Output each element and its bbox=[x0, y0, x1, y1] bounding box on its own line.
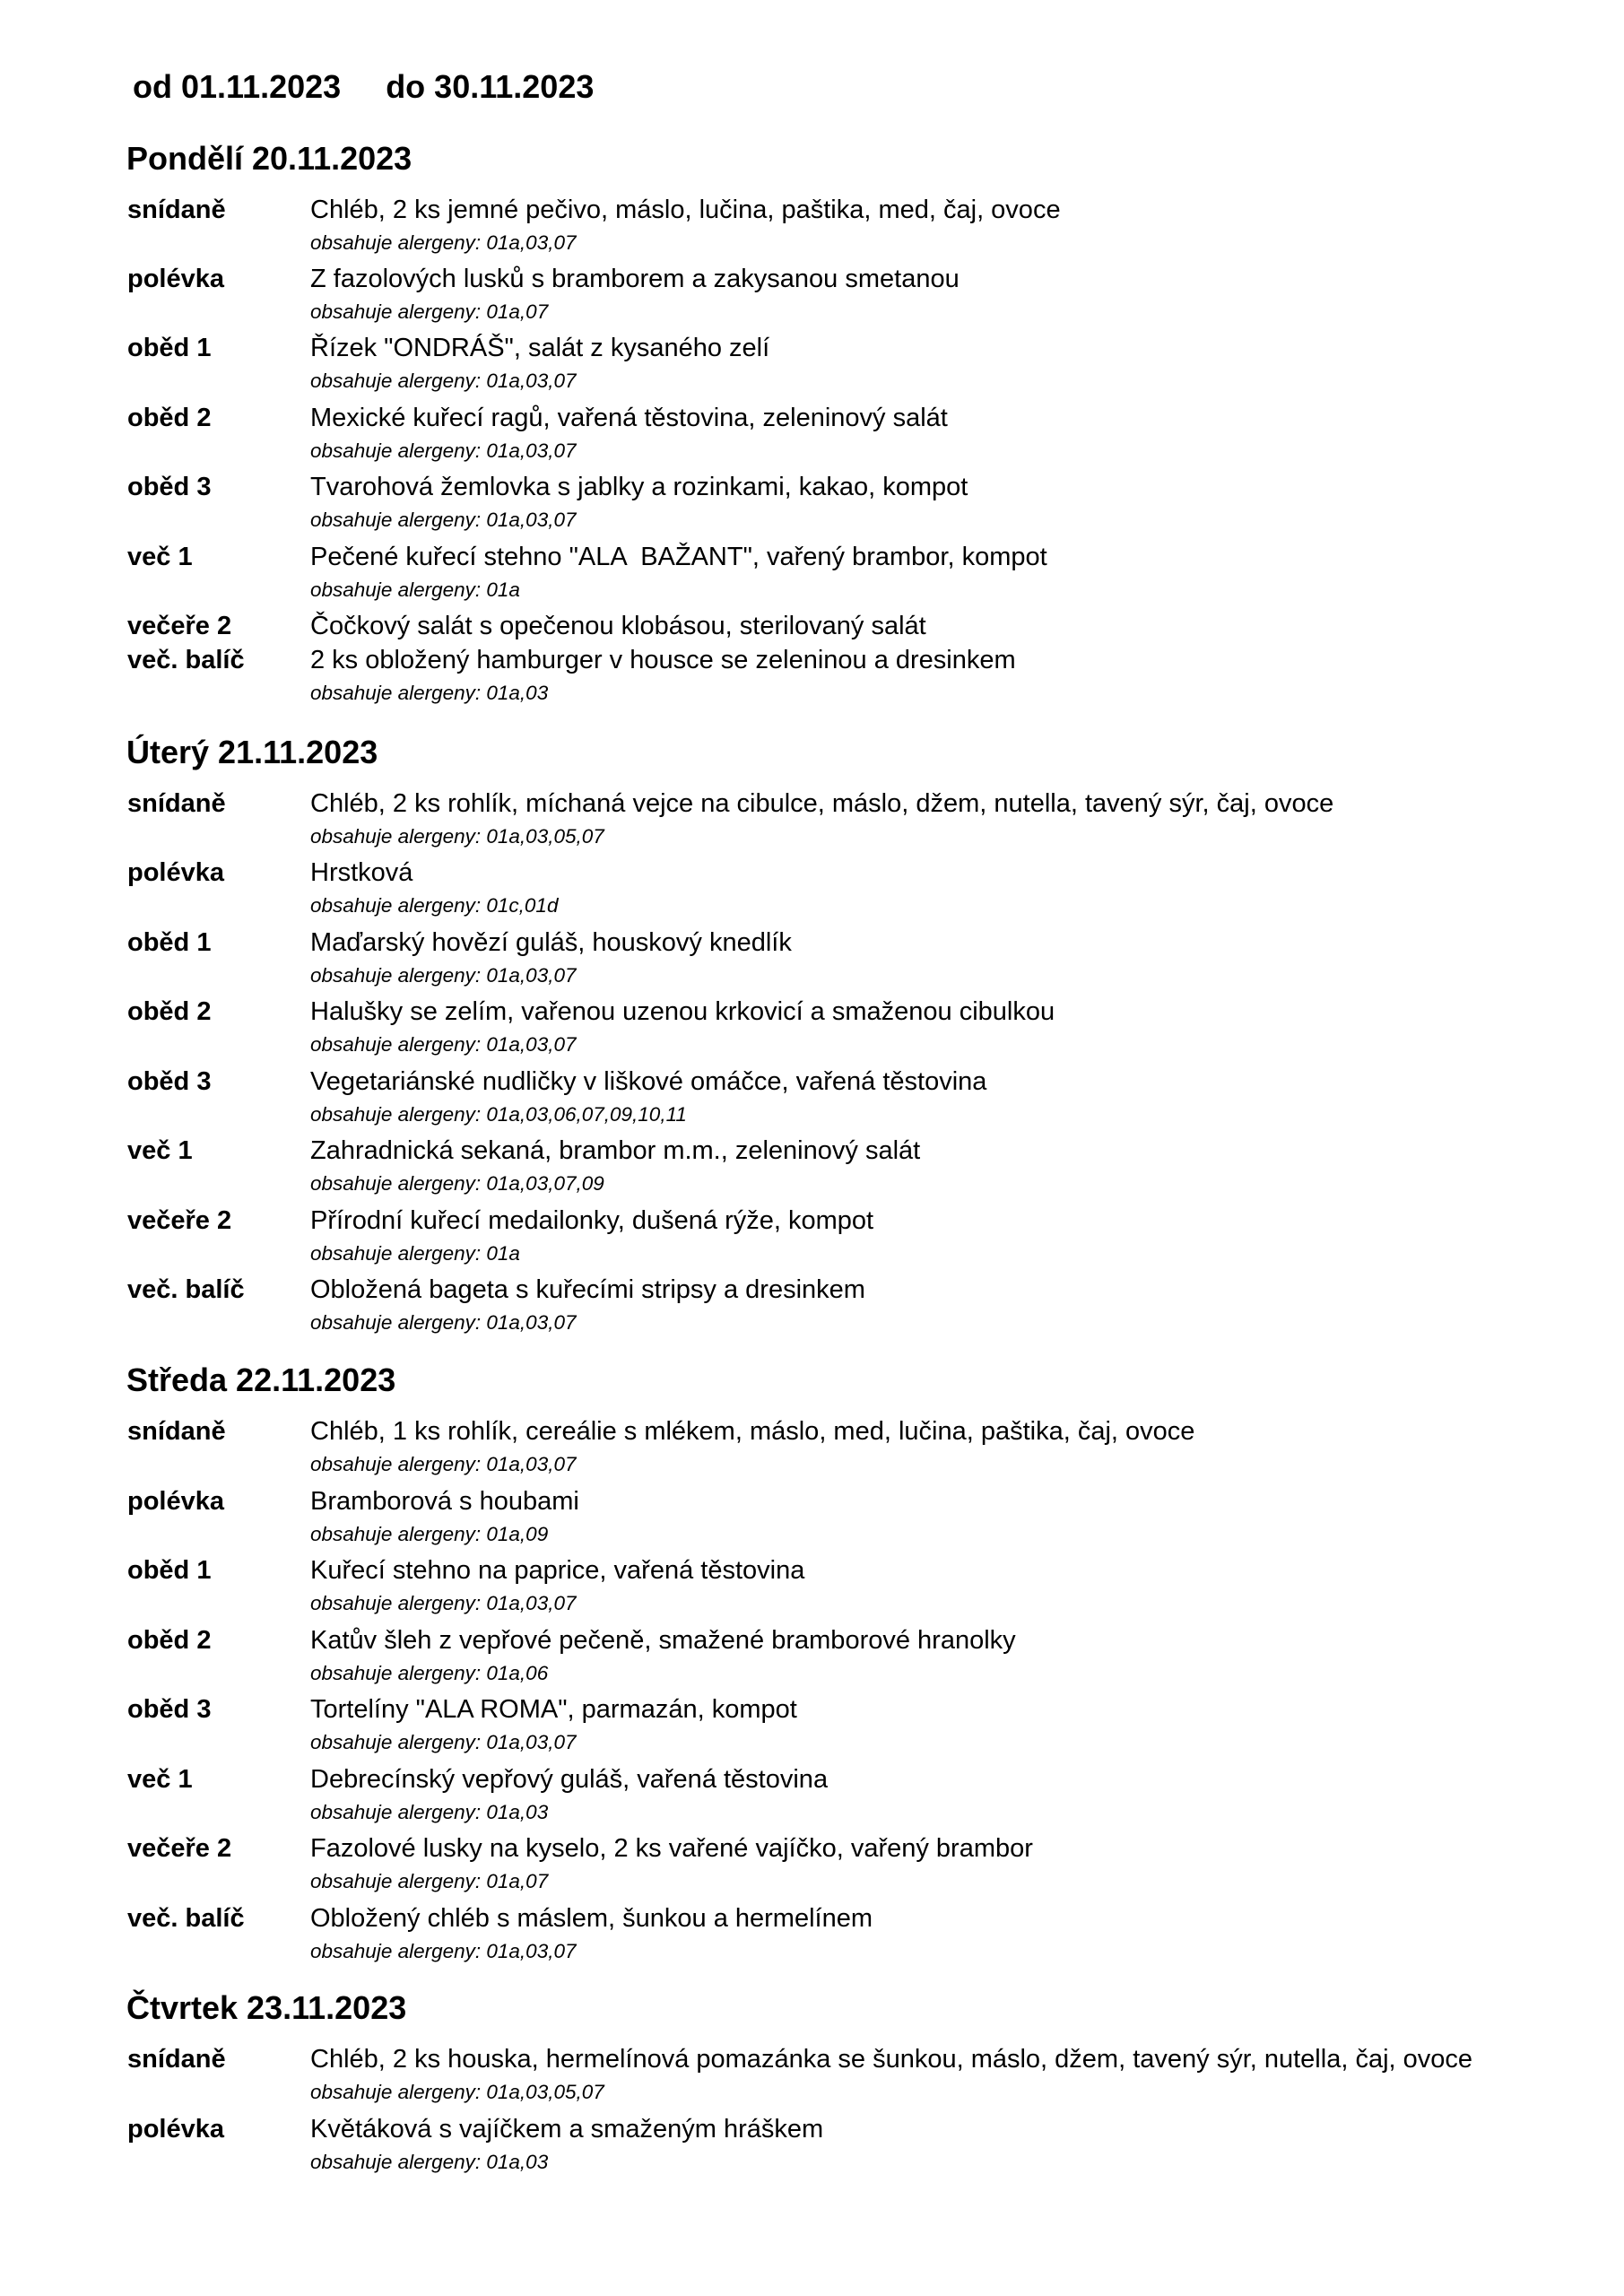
meal-dish: Halušky se zelím, vařenou uzenou krkovicí a smaženou cibulkou bbox=[310, 997, 1055, 1026]
meal-allergens: obsahuje alergeny: 01a,03,07 bbox=[310, 1453, 577, 1475]
meal-allergens: obsahuje alergeny: 01a bbox=[310, 1242, 520, 1265]
meal-allergens: obsahuje alergeny: 01a,03,07 bbox=[310, 1311, 577, 1334]
meal-allergens: obsahuje alergeny: 01a,06 bbox=[310, 1662, 549, 1684]
meal-label: več 1 bbox=[127, 543, 193, 571]
meal-dish: Přírodní kuřecí medailonky, dušená rýže, kompot bbox=[310, 1206, 874, 1235]
meal-dish: Chléb, 2 ks jemné pečivo, máslo, lučina, paštika, med, čaj, ovoce bbox=[310, 196, 1061, 224]
meal-dish: Fazolové lusky na kyselo, 2 ks vařené vajíčko, vařený brambor bbox=[310, 1834, 1033, 1863]
meal-dish: Chléb, 2 ks rohlík, míchaná vejce na cibulce, máslo, džem, nutella, tavený sýr, čaj, ovoce bbox=[310, 789, 1334, 818]
meal-dish: Tortelíny "ALA ROMA", parmazán, kompot bbox=[310, 1695, 797, 1724]
meal-label: oběd 3 bbox=[127, 1067, 212, 1096]
meal-label: več. balíč bbox=[127, 1904, 245, 1933]
meal-label: oběd 1 bbox=[127, 928, 212, 957]
meal-dish: Tvarohová žemlovka s jablky a rozinkami, kakao, kompot bbox=[310, 473, 968, 501]
meal-label: snídaně bbox=[127, 2045, 226, 2074]
meal-dish: Z fazolových lusků s bramborem a zakysanou smetanou bbox=[310, 265, 960, 293]
meal-allergens: obsahuje alergeny: 01a,03 bbox=[310, 682, 549, 704]
meal-allergens: obsahuje alergeny: 01a,03 bbox=[310, 2151, 549, 2173]
meal-allergens: obsahuje alergeny: 01a,03,07 bbox=[310, 509, 577, 531]
meal-label: polévka bbox=[127, 2115, 224, 2144]
meal-label: oběd 1 bbox=[127, 1556, 212, 1585]
meal-label: več 1 bbox=[127, 1136, 193, 1165]
meal-allergens: obsahuje alergeny: 01a,03,07 bbox=[310, 1731, 577, 1753]
meal-dish: Obložená bageta s kuřecími stripsy a dresinkem bbox=[310, 1275, 865, 1304]
meal-label: več 1 bbox=[127, 1765, 193, 1794]
meal-dish: Čočkový salát s opečenou klobásou, sterilovaný salát bbox=[310, 612, 926, 640]
meal-allergens: obsahuje alergeny: 01a,03 bbox=[310, 1801, 549, 1823]
meal-allergens: obsahuje alergeny: 01a bbox=[310, 578, 520, 601]
meal-dish: Pečené kuřecí stehno "ALA BAŽANT", vařený brambor, kompot bbox=[310, 543, 1047, 571]
meal-label: snídaně bbox=[127, 196, 226, 224]
meal-allergens: obsahuje alergeny: 01a,03,07 bbox=[310, 231, 577, 254]
meal-allergens: obsahuje alergeny: 01a,09 bbox=[310, 1523, 549, 1545]
meal-label: oběd 2 bbox=[127, 1626, 212, 1655]
meal-label: snídaně bbox=[127, 1417, 226, 1446]
meal-allergens: obsahuje alergeny: 01a,03,07 bbox=[310, 370, 577, 392]
day-title: Úterý 21.11.2023 bbox=[126, 734, 378, 770]
meal-dish: Obložený chléb s máslem, šunkou a hermelínem bbox=[310, 1904, 873, 1933]
meal-allergens: obsahuje alergeny: 01a,03,06,07,09,10,11 bbox=[310, 1103, 687, 1126]
meal-dish: Maďarský hovězí guláš, houskový knedlík bbox=[310, 928, 792, 957]
meal-dish: Bramborová s houbami bbox=[310, 1487, 579, 1516]
meal-dish: Zahradnická sekaná, brambor m.m., zeleninový salát bbox=[310, 1136, 921, 1165]
meal-label: polévka bbox=[127, 265, 224, 293]
meal-dish: Debrecínský vepřový guláš, vařená těstovina bbox=[310, 1765, 829, 1794]
meal-label: oběd 2 bbox=[127, 997, 212, 1026]
meal-allergens: obsahuje alergeny: 01a,03,07,09 bbox=[310, 1172, 604, 1195]
meal-dish: Katův šleh z vepřové pečeně, smažené bramborové hranolky bbox=[310, 1626, 1016, 1655]
meal-label: oběd 1 bbox=[127, 334, 212, 362]
meal-label: večeře 2 bbox=[127, 612, 232, 640]
meal-dish: Květáková s vajíčkem a smaženým hráškem bbox=[310, 2115, 824, 2144]
period-from: od 01.11.2023 bbox=[133, 68, 342, 105]
meal-label: snídaně bbox=[127, 789, 226, 818]
meal-label: oběd 2 bbox=[127, 404, 212, 432]
meal-allergens: obsahuje alergeny: 01a,03,07 bbox=[310, 1940, 577, 1962]
meal-dish: Hrstková bbox=[310, 858, 413, 887]
meal-allergens: obsahuje alergeny: 01a,03,07 bbox=[310, 439, 577, 462]
meal-dish: Chléb, 1 ks rohlík, cereálie s mlékem, máslo, med, lučina, paštika, čaj, ovoce bbox=[310, 1417, 1195, 1446]
day-title: Středa 22.11.2023 bbox=[126, 1361, 396, 1398]
period-to: do 30.11.2023 bbox=[386, 68, 595, 105]
meal-label: večeře 2 bbox=[127, 1206, 232, 1235]
meal-label: oběd 3 bbox=[127, 473, 212, 501]
meal-label: več. balíč bbox=[127, 1275, 245, 1304]
meal-allergens: obsahuje alergeny: 01a,07 bbox=[310, 1870, 549, 1892]
meal-dish: Vegetariánské nudličky v liškové omáčce, vařená těstovina bbox=[310, 1067, 987, 1096]
meal-allergens: obsahuje alergeny: 01a,03,07 bbox=[310, 1033, 577, 1056]
meal-dish: Chléb, 2 ks houska, hermelínová pomazánka se šunkou, máslo, džem, tavený sýr, nutella, čaj, ovoce bbox=[310, 2045, 1473, 2074]
day-title: Čtvrtek 23.11.2023 bbox=[126, 1989, 407, 2026]
meal-allergens: obsahuje alergeny: 01a,07 bbox=[310, 300, 549, 323]
meal-allergens: obsahuje alergeny: 01a,03,07 bbox=[310, 964, 577, 987]
meal-dish: 2 ks obložený hamburger v housce se zeleninou a dresinkem bbox=[310, 646, 1016, 674]
day-title: Pondělí 20.11.2023 bbox=[126, 140, 413, 177]
meal-label: polévka bbox=[127, 1487, 224, 1516]
meal-dish: Mexické kuřecí ragů, vařená těstovina, zeleninový salát bbox=[310, 404, 948, 432]
meal-label: oběd 3 bbox=[127, 1695, 212, 1724]
meal-allergens: obsahuje alergeny: 01a,03,07 bbox=[310, 1592, 577, 1614]
meal-allergens: obsahuje alergeny: 01a,03,05,07 bbox=[310, 825, 604, 848]
meal-label: polévka bbox=[127, 858, 224, 887]
meal-dish: Řízek "ONDRÁŠ", salát z kysaného zelí bbox=[310, 334, 770, 362]
meal-label: večeře 2 bbox=[127, 1834, 232, 1863]
meal-dish: Kuřecí stehno na paprice, vařená těstovina bbox=[310, 1556, 805, 1585]
menu-period bbox=[133, 68, 594, 106]
meal-allergens: obsahuje alergeny: 01a,03,05,07 bbox=[310, 2081, 604, 2103]
meal-label: več. balíč bbox=[127, 646, 245, 674]
meal-allergens: obsahuje alergeny: 01c,01d bbox=[310, 894, 559, 917]
